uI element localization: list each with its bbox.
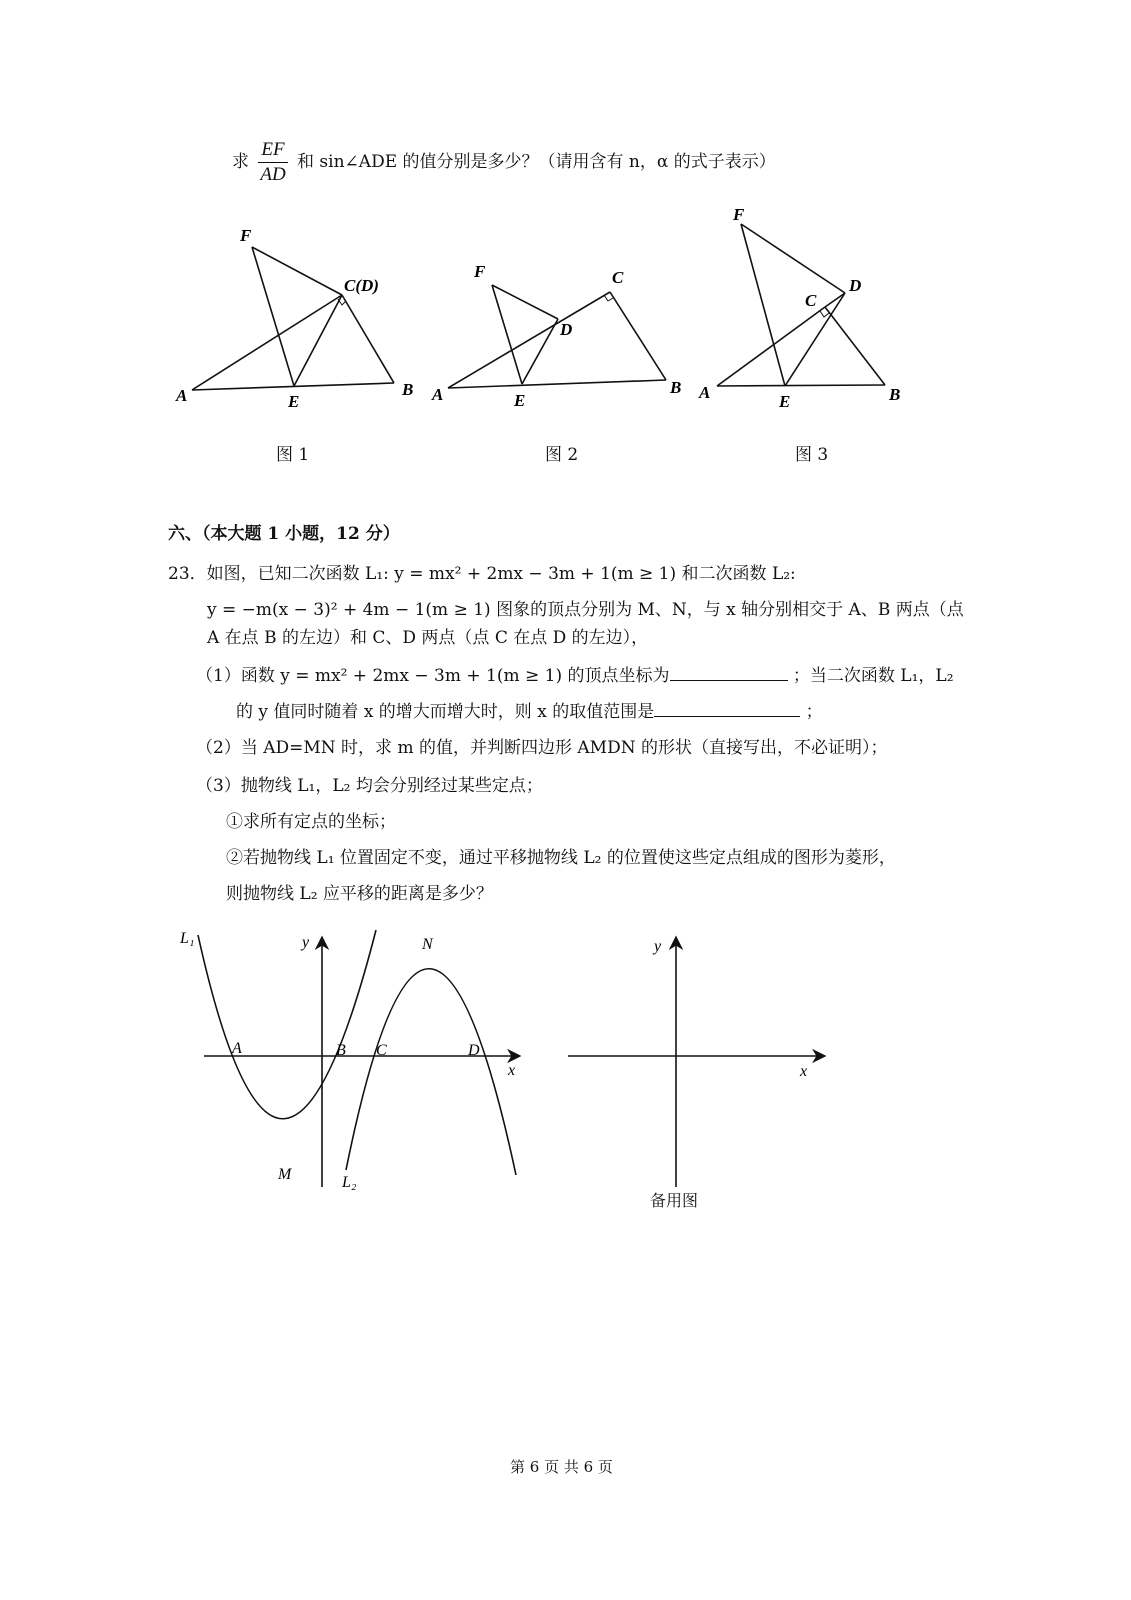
label-cd: C(D) [344, 276, 379, 295]
segment-ed [522, 319, 558, 384]
label-c: C [612, 268, 624, 287]
label-m: M [278, 1166, 292, 1183]
segment-ac [717, 307, 825, 386]
part-1-text-b: ；当二次函数 L₁，L₂ [792, 666, 954, 686]
label-d: D [468, 1042, 480, 1059]
part-1-line-1 [196, 662, 954, 688]
figure-2-caption: 图 2 [545, 445, 579, 465]
problem-23-line-1: 23．如图，已知二次函数 L₁: y = mx² + 2mx − 3m + 1(m ≥ 1) 和二次函数 L₂: [168, 564, 796, 584]
part-3-sub-2: ②若抛物线 L₁ 位置固定不变，通过平移抛物线 L₂ 的位置使这些定点组成的图形为菱形， [226, 848, 896, 868]
question-text: 和 sin∠ADE 的值分别是多少？（请用含有 n，α 的式子表示） [297, 152, 776, 172]
parabola-l2 [346, 969, 516, 1175]
label-c: C [805, 291, 817, 310]
label-e: E [288, 392, 300, 410]
figure-2 [430, 255, 690, 410]
figure-3-caption: 图 3 [795, 445, 829, 465]
label-a: A [176, 386, 188, 405]
part-2: （2）当 AD=MN 时，求 m 的值，并判断四边形 AMDN 的形状（直接写出，不必证明）； [196, 738, 888, 758]
problem-23-line-2: y = −m(x − 3)² + 4m − 1(m ≥ 1) 图象的顶点分别为 M、N，与 x 轴分别相交于 A、B 两点（点 [207, 600, 964, 620]
part-3-sub-3: 则抛物线 L₂ 应平移的距离是多少？ [226, 884, 493, 904]
segment-ac [448, 292, 610, 388]
label-y: y [302, 934, 310, 951]
section-heading: 六、（本大题 1 小题，12 分） [168, 524, 400, 544]
question-prefix: 求 [232, 152, 249, 172]
label-f: F [240, 226, 252, 245]
label-n: N [422, 936, 433, 953]
label-l2: L₂ [342, 1174, 357, 1191]
figure-1 [170, 215, 430, 410]
segment-fd [252, 247, 342, 295]
label-e: E [514, 391, 526, 410]
label-e: E [779, 392, 791, 410]
part-3-sub-1: ①求所有定点的坐标； [226, 812, 396, 832]
part-3: （3）抛物线 L₁，L₂ 均会分别经过某些定点； [196, 776, 543, 796]
label-x: x [508, 1062, 516, 1079]
segment-fe [252, 247, 294, 386]
segment-cb [610, 292, 666, 380]
part-1-text-d: ； [805, 702, 823, 722]
label-a: A [232, 1040, 242, 1057]
backup-label-x: x [800, 1063, 808, 1080]
answer-blank-vertex[interactable] [670, 662, 788, 681]
fraction-numerator: EF [258, 138, 287, 163]
page-footer: 第 6 页 共 6 页 [510, 1458, 613, 1476]
answer-blank-range[interactable] [654, 698, 800, 717]
label-c: C [376, 1042, 387, 1059]
label-a: A [432, 385, 444, 404]
segment-ab [448, 380, 666, 388]
label-d: D [849, 276, 862, 295]
segment-cb [342, 295, 394, 383]
segment-ac [192, 295, 342, 390]
parabola-graph [170, 925, 535, 1195]
label-f: F [474, 262, 486, 281]
label-b: B [889, 385, 901, 404]
segment-ab [717, 385, 885, 386]
question-top [232, 138, 776, 187]
figure-3 [695, 200, 925, 410]
backup-label-y: y [654, 938, 662, 955]
label-l1: L₁ [180, 930, 195, 947]
parabola-l1 [198, 930, 376, 1119]
part-1-text-c: 的 y 值同时随着 x 的增大而增大时，则 x 的取值范围是 [236, 702, 655, 722]
backup-graph [560, 925, 835, 1195]
part-1-line-2 [236, 698, 823, 724]
label-d: D [560, 320, 573, 339]
label-f: F [733, 205, 745, 224]
label-b: B [336, 1042, 346, 1059]
label-b: B [402, 380, 414, 399]
segment-ed [294, 295, 342, 386]
fraction-ef-ad [258, 138, 287, 187]
problem-23-line-3: A 在点 B 的左边）和 C、D 两点（点 C 在点 D 的左边）， [207, 628, 649, 648]
figure-1-caption: 图 1 [276, 445, 310, 465]
right-angle-mark [820, 311, 829, 317]
fraction-denominator: AD [260, 164, 286, 185]
label-a: A [699, 383, 711, 402]
label-b: B [670, 378, 682, 397]
part-1-text-a: （1）函数 y = mx² + 2mx − 3m + 1(m ≥ 1) 的顶点坐标为 [196, 666, 670, 686]
segment-cb [825, 307, 885, 385]
segment-fe [492, 285, 522, 384]
backup-caption: 备用图 [650, 1191, 699, 1210]
segment-cd [825, 293, 845, 307]
segment-fd [492, 285, 558, 319]
